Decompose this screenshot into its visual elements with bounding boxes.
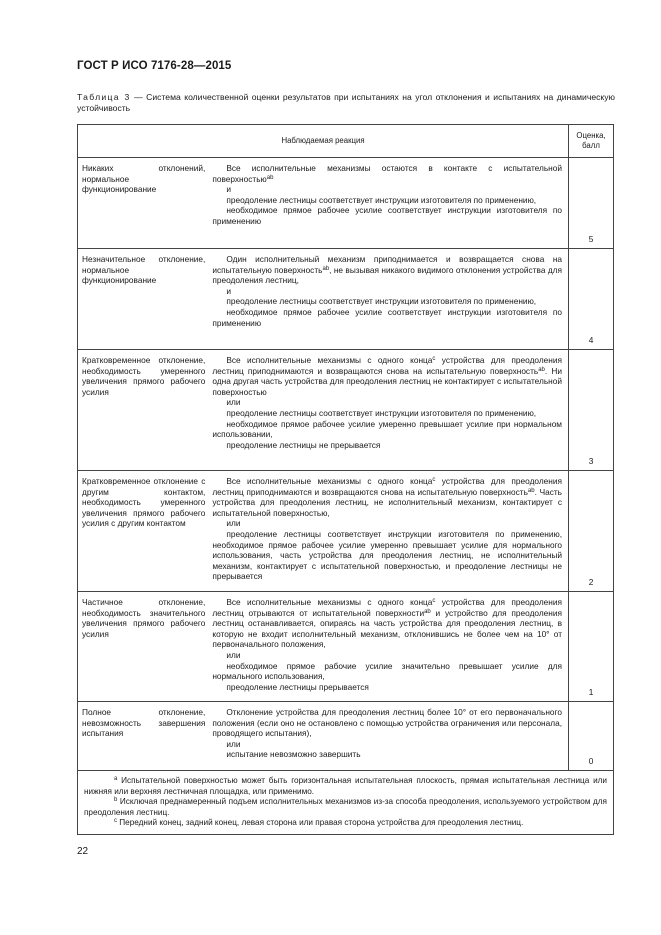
condition-cell: Кратковременное отклонение с другим контактом, необходимость умеренного увеличения прямого рабочего усилия с другим контактом xyxy=(78,471,209,592)
score-cell: 2 xyxy=(569,471,614,592)
connector-text: или xyxy=(226,397,241,408)
reaction-text: необходимое прямое рабочее усилие соответствует инструкции изготовителя по применению xyxy=(212,306,563,328)
reaction-text: Все исполнительные механизмы с одного конца$^с$ устройства для преодоления лестниц отрываются от испытательной поверхности$^{ab}$ и устройство для преодоления лестниц останавливается, опираясь на часть устройства для преодоления лестниц, в которую не входит исполнительный механизм, отклонившись не более чем на 10° от первоначального положения, xyxy=(212,597,563,650)
reaction-cell xyxy=(208,350,568,471)
table-row xyxy=(78,249,614,350)
reaction-text: преодоление лестницы соответствует инструкции изготовителя по применению, xyxy=(226,296,537,307)
table-row xyxy=(78,592,614,702)
column-header-score-line1: Оценка, xyxy=(576,131,606,140)
reaction-text: преодоление лестницы прерывается xyxy=(226,681,369,692)
condition-cell: Незначительное отклонение, нормальное функционирование xyxy=(78,249,209,350)
table-caption-text: — Система количественной оценки результатов при испытаниях на угол отклонения и испытаниях на динамическую устойчивость xyxy=(77,92,615,113)
score-cell: 5 xyxy=(569,158,614,249)
reaction-text: Один исполнительный механизм приподнимается и возвращается снова на испытательную поверхность$^{ab}$, не вызывая никакого видимого отклонения устройства для преодоления лестниц, xyxy=(212,254,563,286)
reaction-cell xyxy=(208,702,568,771)
reaction-text: преодоление лестницы соответствует инструкции изготовителя по применению, необходимое прямое рабочее усилие умеренно превышает усилие для нормального использования, часть устройства для преодоления лестниц, не исполнительный механизм, контактирует с испытательной поверхностью, и преодоление лестницы не прерывается xyxy=(212,528,563,582)
footnote-a: $^a$ Испытательной поверхностью может быть горизонтальная испытательная плоскость, прямая испытательная лестница или нижняя или верхняя лестничная площадка, или применимо. xyxy=(84,776,607,796)
score-cell: 1 xyxy=(569,592,614,702)
table-caption xyxy=(77,92,615,114)
reaction-text: Отклонение устройства для преодоления лестниц более 10° от его первоначального положения (если оно не остановлено с помощью устройства ограничения или персонала, проводящего испытания), xyxy=(212,707,563,739)
reaction-cell xyxy=(208,249,568,350)
column-header-observed: Наблюдаемая реакция xyxy=(78,125,569,158)
table-row xyxy=(78,471,614,592)
reaction-cell xyxy=(208,592,568,702)
table-notes-row xyxy=(78,771,614,835)
reaction-text: необходимое прямое рабочее усилие умеренно превышает усилие при нормальном использовании, xyxy=(212,418,563,440)
connector-text: или xyxy=(226,649,241,660)
table-caption-label: Таблица 3 xyxy=(77,92,131,102)
reaction-text: испытание невозможно завершить xyxy=(226,749,361,760)
connector-text: или xyxy=(226,738,241,749)
connector-text: или xyxy=(226,518,241,529)
table-row xyxy=(78,158,614,249)
connector-text: и xyxy=(226,285,231,296)
reaction-text: необходимое прямое рабочее усилие соответствует инструкции изготовителя по применению xyxy=(212,205,563,226)
reaction-text: необходимое прямое рабочие усилие значительно превышает усилие для нормального использования, xyxy=(212,660,563,682)
connector-text: и xyxy=(226,184,231,195)
score-cell: 0 xyxy=(569,702,614,771)
table-header-row xyxy=(78,125,614,158)
page-number: 22 xyxy=(77,846,89,857)
condition-cell: Частичное отклонение, необходимость значительного увеличения прямого рабочего усилия xyxy=(78,592,209,702)
reaction-cell xyxy=(208,158,568,249)
condition-cell: Полное отклонение, невозможность завершения испытания xyxy=(78,702,209,771)
table-notes xyxy=(78,771,614,835)
reaction-cell xyxy=(208,471,568,592)
reaction-text: преодоление лестницы не прерывается xyxy=(226,439,381,450)
scoring-table xyxy=(77,124,614,835)
reaction-text: преодоление лестницы соответствует инструкции изготовителя по применению, xyxy=(226,194,537,205)
table-row xyxy=(78,350,614,471)
condition-cell: Кратковременное отклонение, необходимость умеренного увеличения прямого рабочего усилия xyxy=(78,350,209,471)
reaction-text: Все исполнительные механизмы с одного конца$^с$ устройства для преодоления лестниц приподнимаются и возвращаются снова на испытательную поверхность$^{ab}$. Ни одна другая часть устройства для преодоления лестниц не контактирует с испытательной поверхностью xyxy=(212,355,563,397)
document-header: ГОСТ Р ИСО 7176-28—2015 xyxy=(77,60,232,72)
reaction-text: преодоление лестницы соответствует инструкции изготовителя по применению, xyxy=(226,407,537,418)
score-cell: 3 xyxy=(569,350,614,471)
score-cell: 4 xyxy=(569,249,614,350)
column-header-score xyxy=(569,125,614,158)
column-header-score-line2: балл xyxy=(582,141,600,150)
reaction-text: Все исполнительные механизмы с одного конца$^с$ устройства для преодоления лестниц приподнимаются и возвращаются снова на испытательную поверхность$^{ab}$. Часть устройства для преодоления лестниц, не исполнительный механизм, контактирует с испытательной поверхностью, xyxy=(212,476,563,518)
footnote-b: $^b$ Исключая преднамеренный подъем исполнительных механизмов из-за способа преодоления, используемого устройством для преодоления лестниц. xyxy=(84,797,607,817)
condition-cell: Никаких отклонений, нормальное функционирование xyxy=(78,158,209,249)
table-row xyxy=(78,702,614,771)
footnote-c: $^c$ Передний конец, задний конец, левая сторона или правая сторона устройства для преодоления лестниц. xyxy=(114,818,524,828)
reaction-text: Все исполнительные механизмы остаются в контакте с испытательной поверхностью$^{ab}$ xyxy=(212,163,563,184)
